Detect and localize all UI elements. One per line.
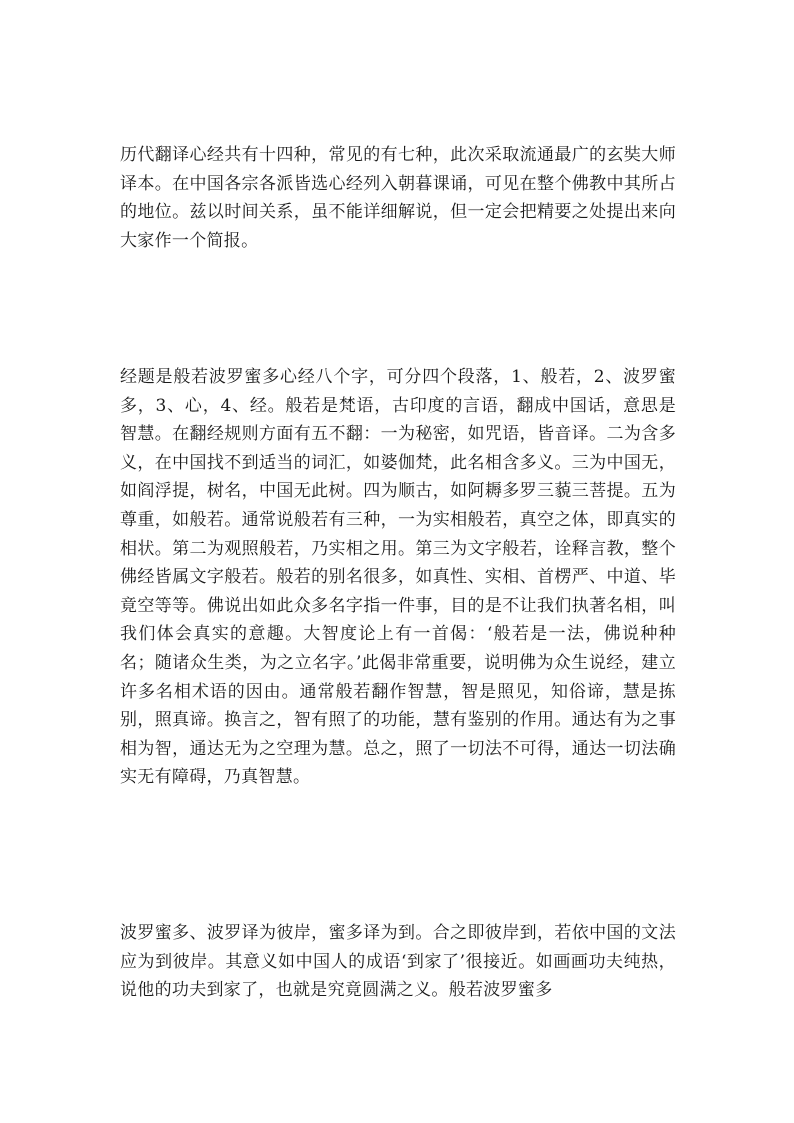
paragraph-translations-intro: 历代翻译心经共有十四种，常见的有七种，此次采取流通最广的玄奘大师译本。在中国各宗各派皆选心经列入朝暮课诵，可见在整个佛教中其所占的地位。兹以时间关系，虽不能详细解说，但一定会把精要之处提出来向大家作一个简报。 xyxy=(120,145,676,251)
paragraph-sutra-title-prajna: 经题是般若波罗蜜多心经八个字，可分四个段落，1、般若，2、波罗蜜多，3、心，4、经。般若是梵语，古印度的言语，翻成中国话，意思是智慧。在翻经规则方面有五不翻：一为秘密，如咒语，皆音译。二为含多义，在中国找不到适当的词汇，如婆伽梵，此名相含多义。三为中国无，如阎浮提，树名，中国无此树。四为顺古，如阿耨多罗三藐三菩提。五为尊重，如般若。通常说般若有三种，一为实相般若，真空之体，即真实的相状。第二为观照般若，乃实相之用。第三为文字般若，诠释言教，整个佛经皆属文字般若。般若的别名很多，如真性、实相、首楞严、中道、毕竟空等等。佛说出如此众多名字指一件事，目的是不让我们执著名相，叫我们体会真实的意趣。大智度论上有一首偈：‘般若是一法，佛说种种名；随诸众生类，为之立名字。’此偈非常重要，说明佛为众生说经，建立许多名相术语的因由。通常般若翻作智慧，智是照见，知俗谛，慧是拣别，照真谛。换言之，智有照了的功能，慧有鉴别的作用。通达有为之事相为智，通达无为之空理为慧。总之，照了一切法不可得，通达一切法确实无有障碍，乃真智慧。 xyxy=(120,367,676,788)
paragraph-paramita: 波罗蜜多、波罗译为彼岸，蜜多译为到。合之即彼岸到，若依中国的文法应为到彼岸。其意义如中国人的成语‘到家了’很接近。如画画功夫纯热，说他的功夫到家了，也就是究竟圆满之义。般若波罗蜜多 xyxy=(120,923,676,1001)
